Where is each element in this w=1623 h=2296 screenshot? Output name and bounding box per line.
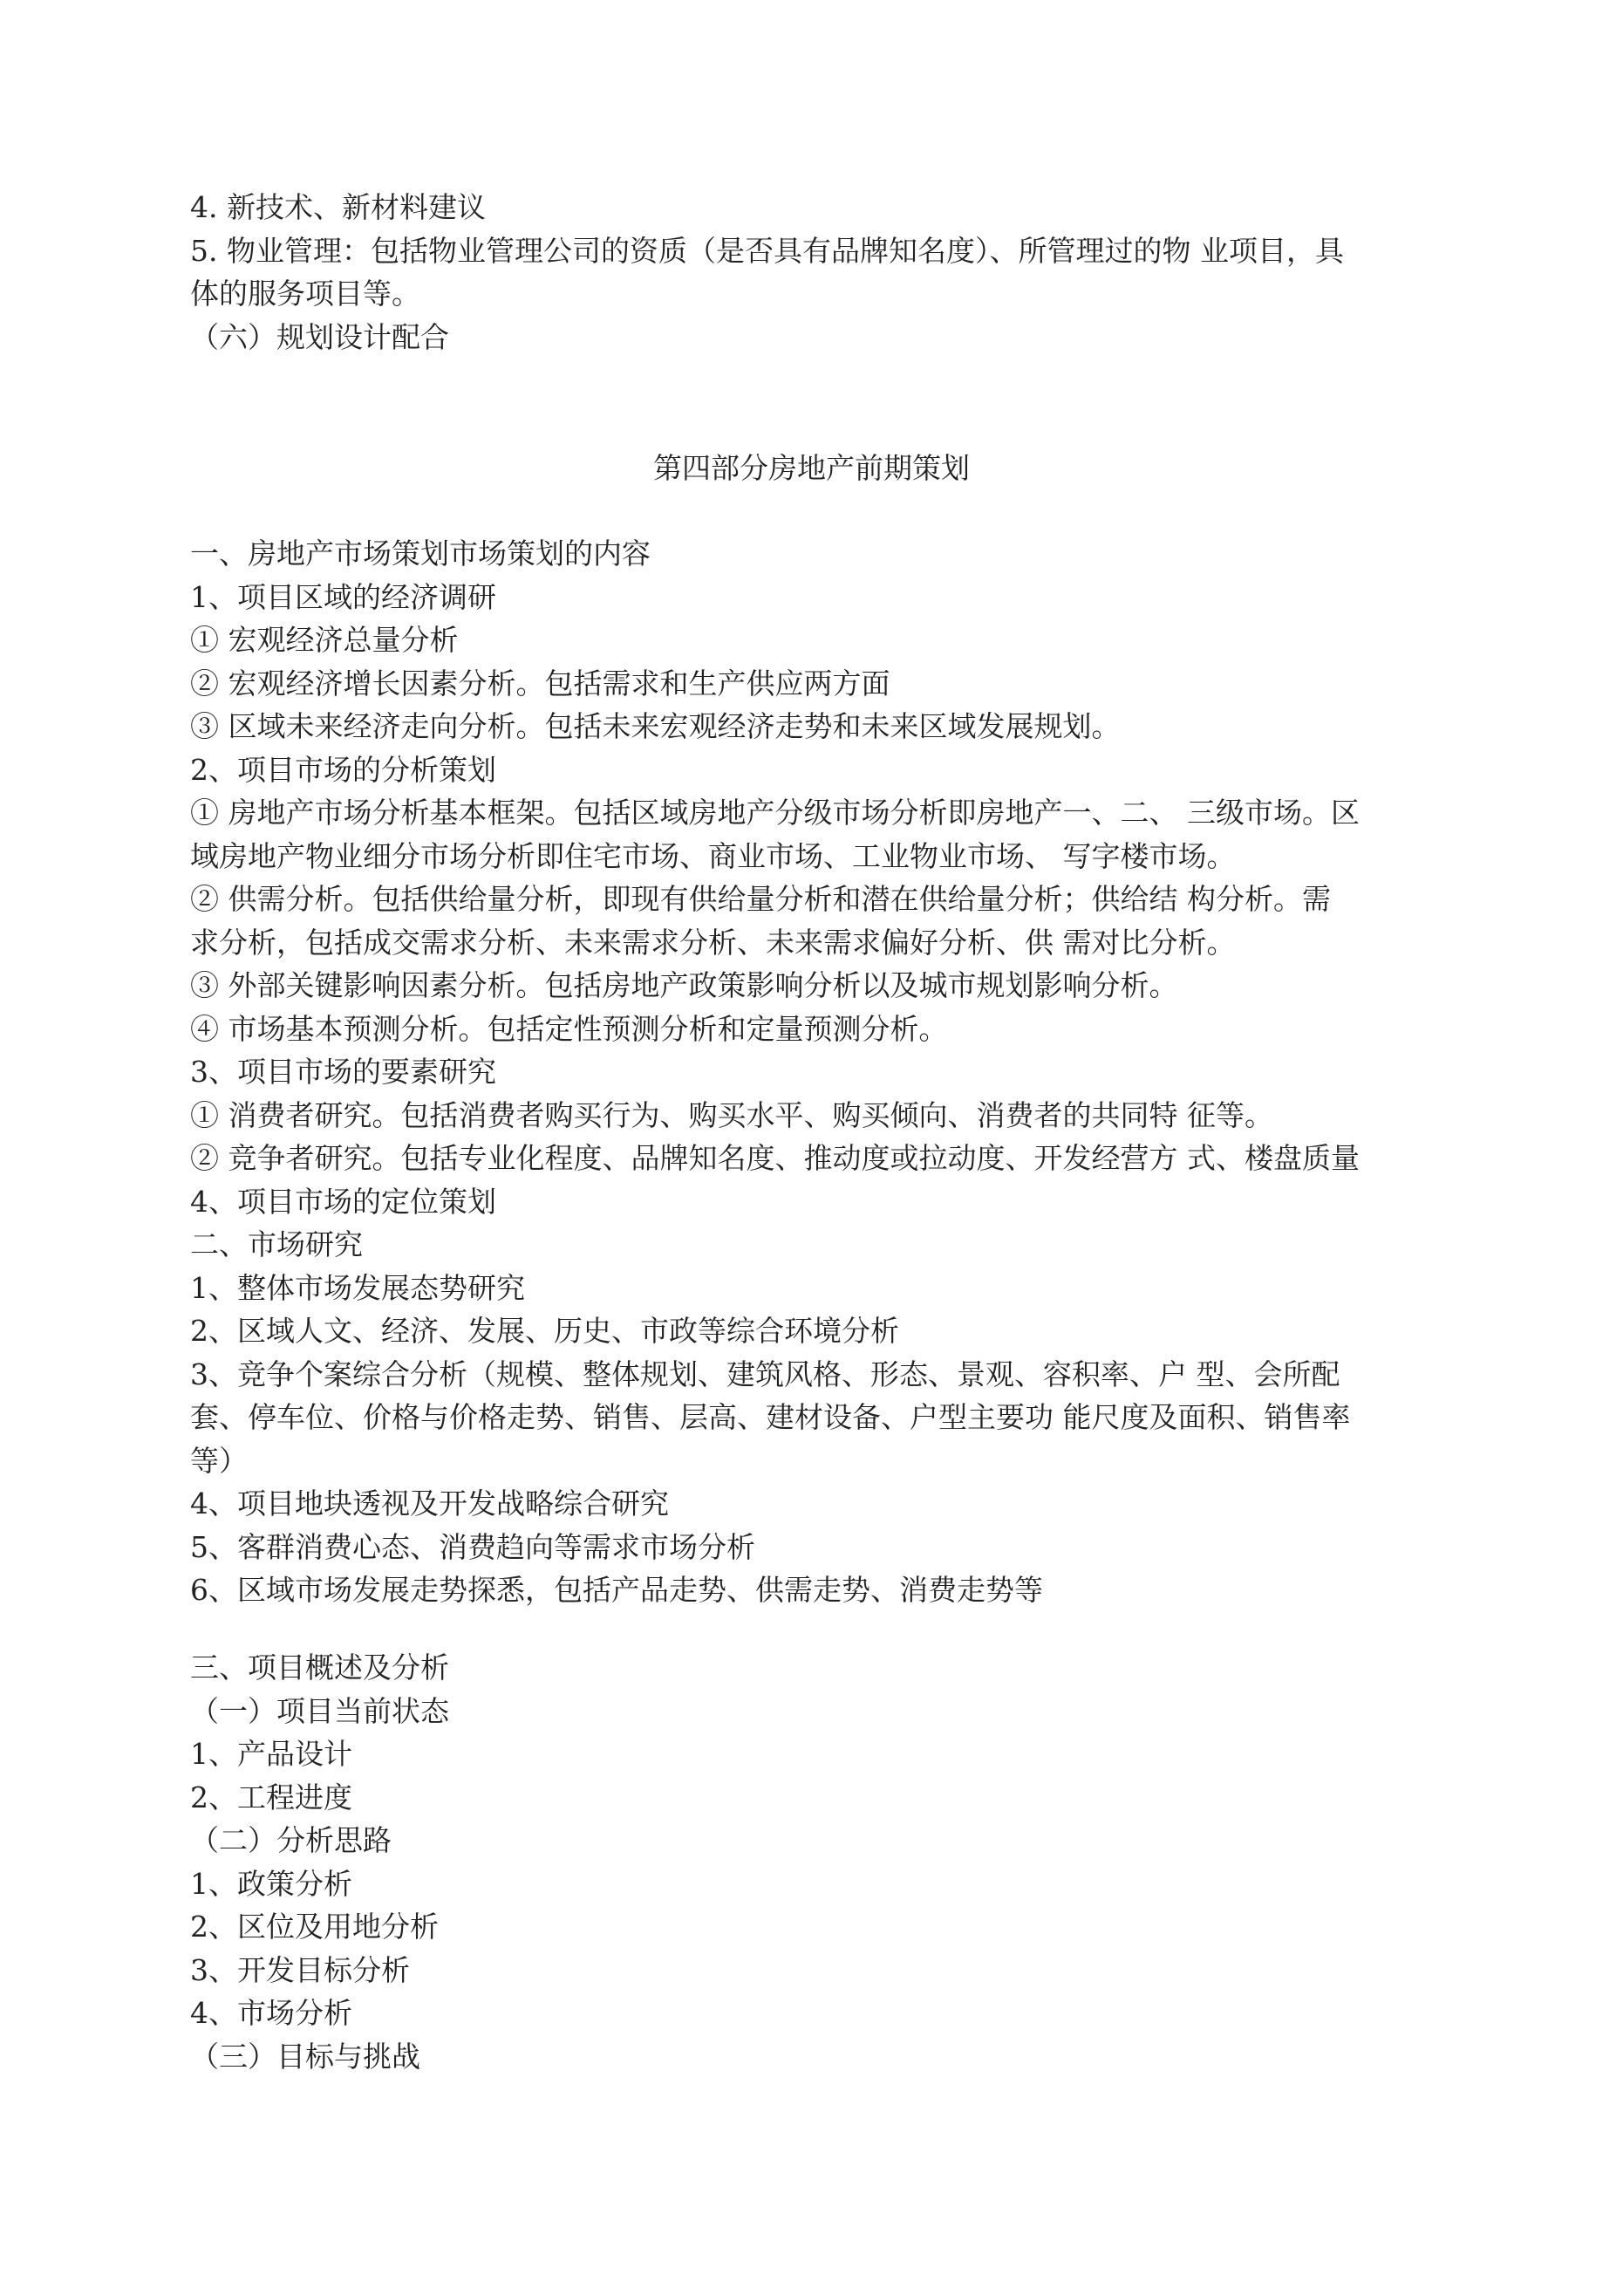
- text-line: 体的服务项目等。: [190, 277, 420, 311]
- text-line: ③ 外部关键影响因素分析。包括房地产政策影响分析以及城市规划影响分析。: [190, 968, 1178, 1002]
- text-line: 二、市场研究: [190, 1227, 363, 1261]
- text-line: 4. 新技术、新材料建议: [190, 190, 486, 224]
- text-line: ① 房地产市场分析基本框架。包括区域房地产分级市场分析即房地产一、二、 三级市场。区: [190, 796, 1360, 830]
- text-line: 5. 物业管理：包括物业管理公司的资质（是否具有品牌知名度）、所管理过的物 业项目，具: [190, 233, 1344, 268]
- text-line: 6、区域市场发展走势探悉，包括产品走势、供需走势、消费走势等: [190, 1573, 1043, 1607]
- text-line: 5、客群消费心态、消费趋向等需求市场分析: [190, 1529, 755, 1564]
- text-line: 4、市场分析: [190, 1996, 352, 2030]
- intro-section: [190, 186, 1446, 359]
- text-line: 三、项目概述及分析: [190, 1650, 449, 1684]
- text-line: ① 宏观经济总量分析: [190, 623, 459, 657]
- text-line: （三）目标与挑战: [190, 2039, 420, 2074]
- text-line: 4、项目地块透视及开发战略综合研究: [190, 1486, 669, 1520]
- text-line: 套、停车位、价格与价格走势、销售、层高、建材设备、户型主要功 能尺度及面积、销售率: [190, 1400, 1351, 1434]
- text-line: 一、房地产市场策划市场策划的内容: [190, 536, 651, 571]
- text-line: 3、项目市场的要素研究: [190, 1055, 496, 1089]
- market-planning-section: [190, 532, 1446, 1612]
- text-line: 2、区位及用地分析: [190, 1910, 439, 1944]
- text-line: 3、开发目标分析: [190, 1952, 410, 1987]
- text-line: （一）项目当前状态: [190, 1693, 449, 1728]
- project-overview-section: [190, 1646, 1446, 2078]
- text-line: 求分析，包括成交需求分析、未来需求分析、未来需求偏好分析、供 需对比分析。: [190, 925, 1236, 960]
- section-title: 第四部分房地产前期策划: [653, 451, 970, 485]
- text-line: ③ 区域未来经济走向分析。包括未来宏观经济走势和未来区域发展规划。: [190, 709, 1121, 743]
- text-line: 域房地产物业细分市场分析即住宅市场、商业市场、工业物业市场、 写字楼市场。: [190, 838, 1236, 873]
- text-line: 4、项目市场的定位策划: [190, 1184, 496, 1219]
- text-line: 3、竞争个案综合分析（规模、整体规划、建筑风格、形态、景观、容积率、户 型、会所配: [190, 1356, 1340, 1391]
- text-line: 1、政策分析: [190, 1866, 352, 1901]
- text-line: ④ 市场基本预测分析。包括定性预测分析和定量预测分析。: [190, 1011, 948, 1046]
- text-line: 1、产品设计: [190, 1737, 352, 1771]
- text-line: （二）分析思路: [190, 1823, 392, 1857]
- text-line: ② 宏观经济增长因素分析。包括需求和生产供应两方面: [190, 666, 890, 700]
- text-line: 2、项目市场的分析策划: [190, 752, 496, 787]
- text-line: （六）规划设计配合: [190, 319, 449, 354]
- text-line: ① 消费者研究。包括消费者购买行为、购买水平、购买倾向、消费者的共同特 征等。: [190, 1097, 1273, 1132]
- text-line: ② 竞争者研究。包括专业化程度、品牌知名度、推动度或拉动度、开发经营方 式、楼盘质量: [190, 1141, 1360, 1175]
- text-line: 1、项目区域的经济调研: [190, 579, 496, 614]
- text-line: ② 供需分析。包括供给量分析，即现有供给量分析和潜在供给量分析；供给结 构分析。需: [190, 882, 1331, 916]
- text-line: 2、区域人文、经济、发展、历史、市政等综合环境分析: [190, 1314, 899, 1348]
- text-line: 等）: [190, 1443, 248, 1478]
- text-line: 1、整体市场发展态势研究: [190, 1270, 525, 1305]
- text-line: 2、工程进度: [190, 1780, 352, 1814]
